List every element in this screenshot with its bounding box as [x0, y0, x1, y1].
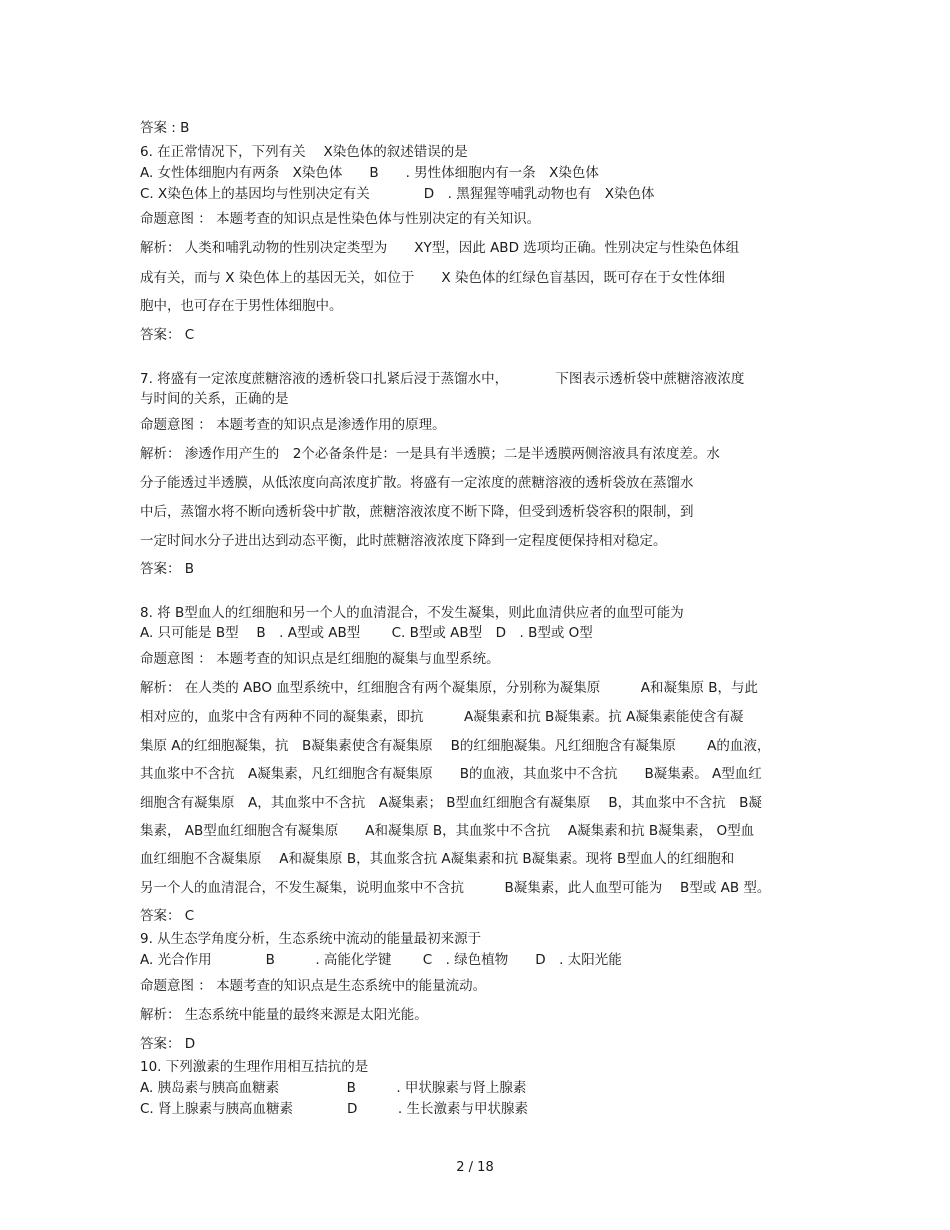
- question-6-analysis: 成有关，而与 X 染色体上的基因无关，如位于 X 染色体的红绿色盲基因，既可存在于女性体细: [140, 270, 725, 286]
- question-8-answer: 答案： C: [140, 908, 195, 924]
- question-7-analysis: 解析： 渗透作用产生的 2个必备条件是：一是具有半透膜；二是半透膜两侧溶液具有浓度差。水: [140, 446, 720, 462]
- question-10-stem: 10. 下列激素的生理作用相互拮抗的是: [140, 1059, 369, 1075]
- question-9-intent: 命题意图 ： 本题考查的知识点是生态系统中的能量流动。: [140, 978, 487, 994]
- question-10-options-cd: C. 肾上腺素与胰高血糖素 D . 生长激素与甲状腺素: [140, 1101, 528, 1117]
- question-6-options-cd: C. X染色体上的基因均与性别决定有关 D . 黑猩猩等哺乳动物也有 X染色体: [140, 186, 655, 202]
- question-8-analysis: 其血浆中不含抗 A凝集素，凡红细胞含有凝集原 B的血液，其血浆中不含抗 B凝集素。 A型血红: [140, 766, 762, 782]
- question-6-answer: 答案： C: [140, 327, 195, 343]
- question-6-analysis: 胞中，也可存在于男性体细胞中。: [140, 298, 343, 314]
- question-8-analysis: 相对应的，血浆中含有两种不同的凝集素，即抗 A凝集素和抗 B凝集素。抗 A凝集素能使含有凝: [140, 709, 744, 725]
- question-10-options-ab: A. 胰岛素与胰高血糖素 B . 甲状腺素与肾上腺素: [140, 1080, 527, 1096]
- question-8-analysis: 另一个人的血清混合，不发生凝集，说明血浆中不含抗 B凝集素，此人血型可能为 B型或 AB 型。: [140, 880, 771, 896]
- question-7-answer: 答案： B: [140, 561, 195, 577]
- question-9-analysis: 解析： 生态系统中能量的最终来源是太阳光能。: [140, 1007, 428, 1023]
- question-8-options: A. 只可能是 B型 B . A型或 AB型 C. B型或 AB型 D . B型或 O型: [140, 625, 593, 641]
- question-7-analysis: 分子能透过半透膜，从低浓度向高浓度扩散。将盛有一定浓度的蔗糖溶液的透析袋放在蒸馏水: [140, 475, 694, 491]
- question-8-analysis: 血红细胞不含凝集原 A和凝集原 B，其血浆含抗 A凝集素和抗 B凝集素。现将 B型血人的红细胞和: [140, 851, 735, 867]
- question-7-analysis: 中后，蒸馏水将不断向透析袋中扩散，蔗糖溶液浓度不断下降，但受到透析袋容积的限制，到: [140, 504, 694, 520]
- question-6-intent: 命题意图 ： 本题考查的知识点是性染色体与性别决定的有关知识。: [140, 211, 541, 227]
- question-8-analysis: 集素， AB型血红细胞含有凝集原 A和凝集原 B，其血浆中不含抗 A凝集素和抗 B凝集素， O型血: [140, 823, 755, 839]
- question-9-stem: 9. 从生态学角度分析，生态系统中流动的能量最初来源于: [140, 931, 482, 947]
- question-6-analysis: 解析： 人类和哺乳动物的性别决定类型为 XY型，因此 ABD 选项均正确。性别决定与性染色体组: [140, 240, 740, 256]
- question-7-analysis: 一定时间水分子进出达到动态平衡，此时蔗糖溶液浓度下降到一定程度便保持相对稳定。: [140, 533, 667, 549]
- question-6-options-ab: A. 女性体细胞内有两条 X染色体 B . 男性体细胞内有一条 X染色体: [140, 165, 599, 181]
- question-8-stem: 8. 将 B型血人的红细胞和另一个人的血清混合，不发生凝集，则此血清供应者的血型可能为: [140, 605, 684, 621]
- question-7-stem: 7. 将盛有一定浓度蔗糖溶液的透析袋口扎紧后浸于蒸馏水中， 下图表示透析袋中蔗糖溶液浓度: [140, 371, 745, 387]
- question-9-options: A. 光合作用 B . 高能化学键 C . 绿色植物 D . 太阳光能: [140, 952, 622, 968]
- question-8-intent: 命题意图 ： 本题考查的知识点是红细胞的凝集与血型系统。: [140, 651, 500, 667]
- question-7-intent: 命题意图 ： 本题考查的知识点是渗透作用的原理。: [140, 417, 446, 433]
- question-9-answer: 答案： D: [140, 1036, 196, 1052]
- page-number: 2 / 18: [456, 1160, 494, 1175]
- question-8-analysis: 细胞含有凝集原 A，其血浆中不含抗 A凝集素； B型血红细胞含有凝集原 B，其血浆中不含抗 B凝: [140, 795, 762, 811]
- question-6-stem: 6. 在正常情况下，下列有关 X染色体的叙述错误的是: [140, 144, 468, 160]
- text-line: 答案 : B: [140, 120, 190, 136]
- question-7-stem: 与时间的关系，正确的是: [140, 391, 289, 407]
- question-8-analysis: 集原 A的红细胞凝集，抗 B凝集素使含有凝集原 B的红细胞凝集。凡红细胞含有凝集原 A的血液，: [140, 738, 771, 754]
- question-8-analysis: 解析： 在人类的 ABO 血型系统中，红细胞含有两个凝集原，分别称为凝集原 A和凝集原 B，与此: [140, 680, 759, 696]
